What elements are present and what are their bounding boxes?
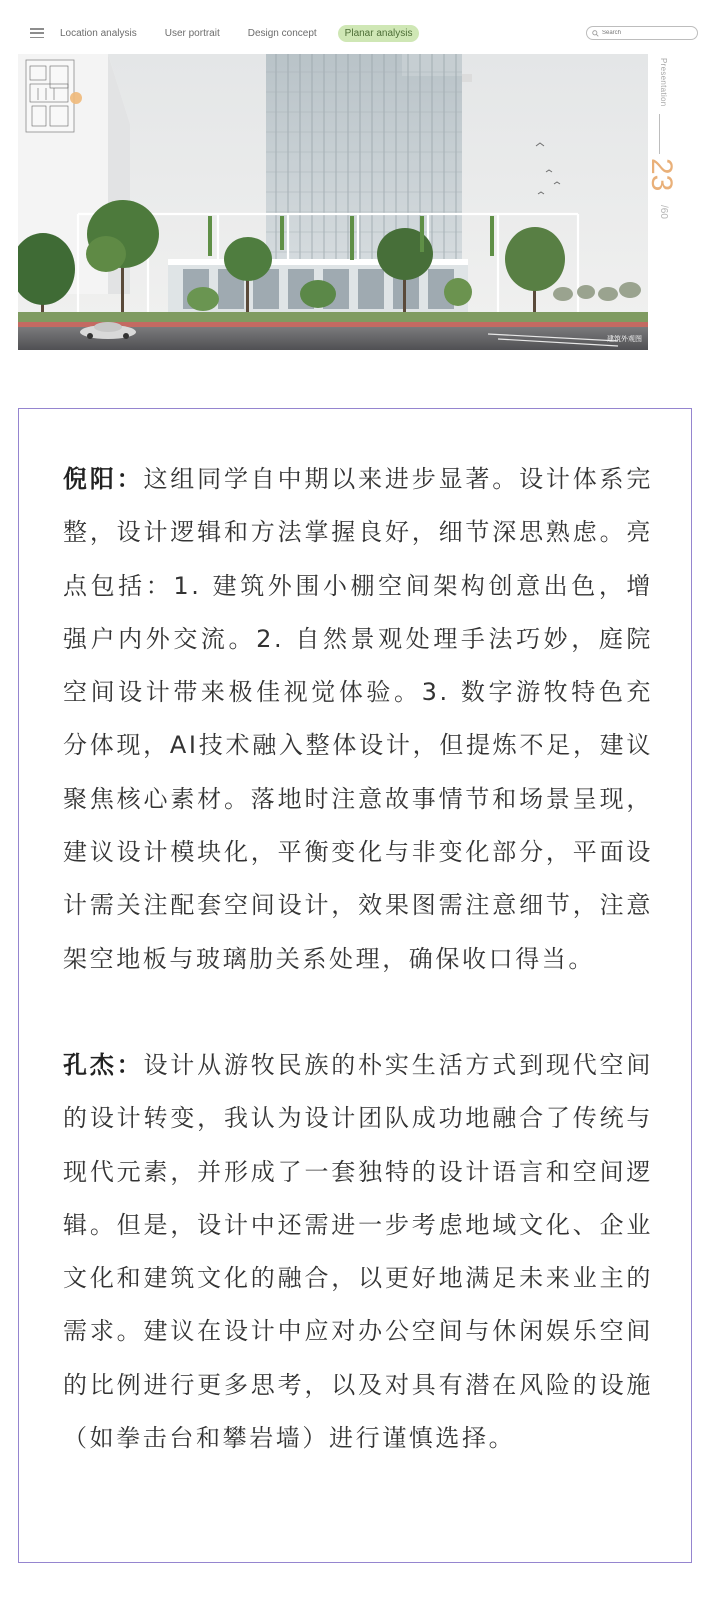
review-comments-card: [18, 408, 692, 1563]
search-icon: [592, 30, 599, 37]
total-pages: /60: [658, 205, 669, 219]
comment-text: 设计从游牧民族的朴实生活方式到现代空间的设计转变，我认为设计团队成功地融合了传统与现代元素，并形成了一套独特的设计语言和空间逻辑。但是，设计中还需进一步考虑地域文化、企业文化和建筑文化的融合，以更好地满足未来业主的需求。建议在设计中应对办公空间与休闲娱乐空间的比例进行更多思考，以及对具有潜在风险的设施（如拳击台和攀岩墙）进行谨慎选择。: [63, 1051, 653, 1453]
pager-divider: [659, 114, 660, 154]
comment-text: 这组同学自中期以来进步显著。设计体系完整，设计逻辑和方法掌握良好，细节深思熟虑。亮点包括：1. 建筑外围小棚空间架构创意出色，增强户内外交流。2. 自然景观处理手法巧妙，庭院空间设计带来极佳视觉体验。3. 数字游牧特色充分体现，AI技术融入整体设计，但提炼不足，建议聚焦核心素材。落地时注意故事情节和场景呈现，建议设计模块化，平衡变化与非变化部分，平面设计需关注配套空间设计，效果图需注意细节，注意架空地板与玻璃肋关系处理，确保收口得当。: [63, 465, 653, 973]
comment-author: 孔杰：: [63, 1051, 144, 1079]
comment-ni-yang: [63, 453, 653, 986]
building-illustration: [18, 54, 648, 350]
search-input[interactable]: [599, 30, 682, 36]
tab-user-portrait[interactable]: User portrait: [164, 27, 220, 39]
tab-design-concept[interactable]: Design concept: [247, 27, 317, 39]
tab-planar-analysis[interactable]: Planar analysis: [338, 25, 420, 42]
search-box[interactable]: [586, 26, 698, 40]
presentation-label: Presentation: [659, 58, 668, 107]
tab-location-analysis[interactable]: Location analysis: [60, 27, 137, 39]
image-caption: 建筑外观图: [607, 335, 642, 343]
top-navigation: [18, 18, 704, 48]
comment-author: 倪阳：: [63, 465, 144, 493]
current-page-number: 23: [645, 158, 678, 192]
comment-kong-jie: [63, 1039, 653, 1465]
menu-icon[interactable]: [30, 28, 44, 38]
building-exterior-rendering: [18, 54, 648, 350]
